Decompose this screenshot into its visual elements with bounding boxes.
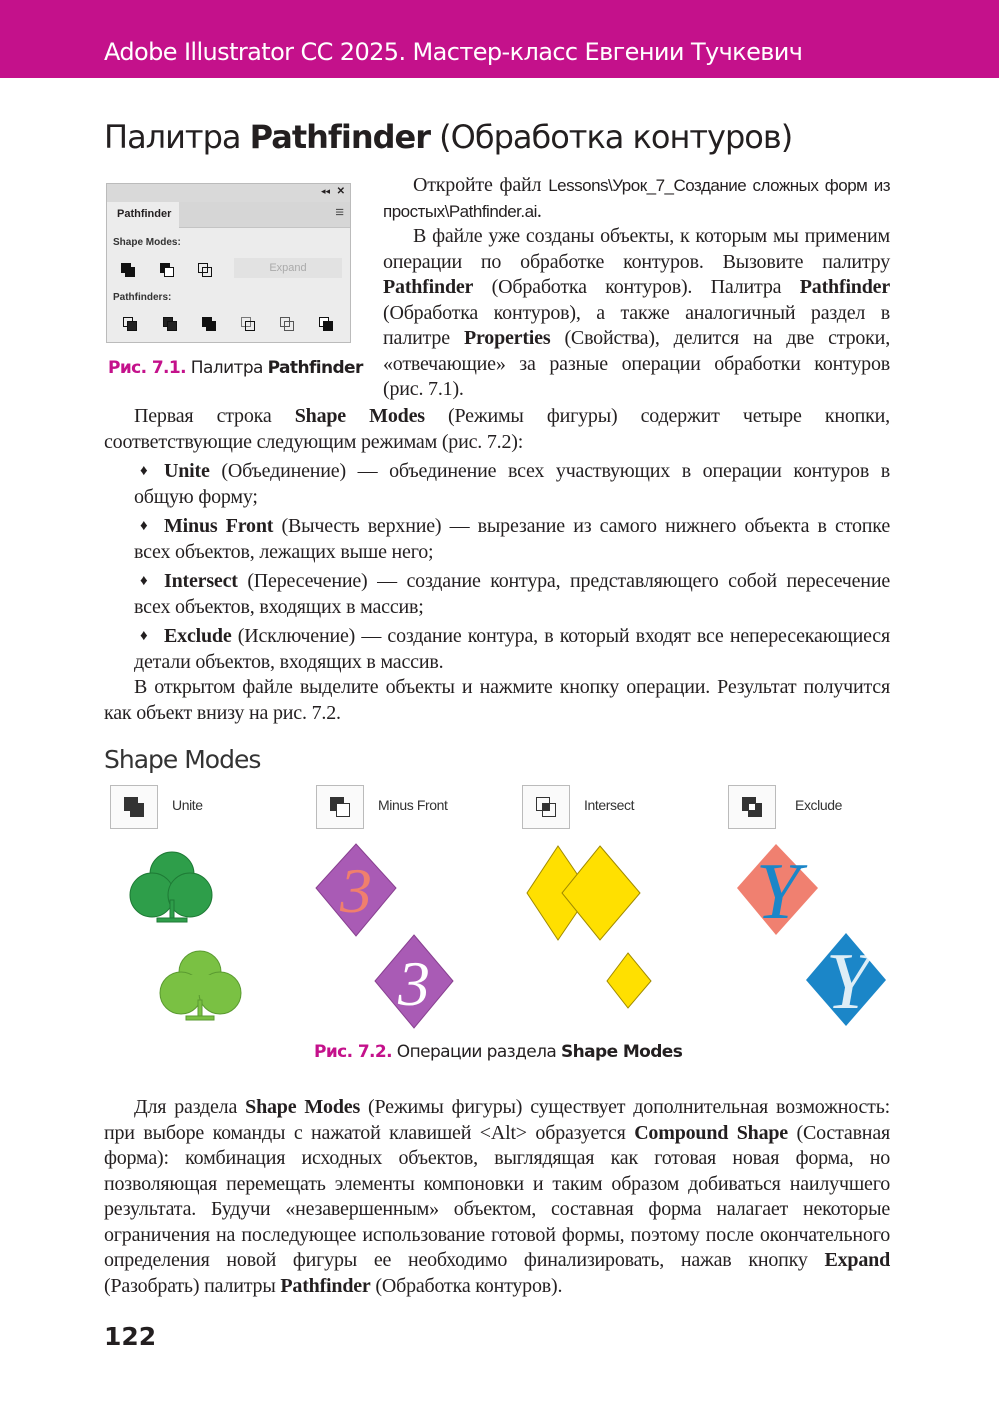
file-path: Lessons\Урок_7_Создание сложных форм из простых\Pathfinder.ai — [383, 176, 890, 221]
text-run: (Обработка контуров), а также аналогичный раздел в палитре — [383, 301, 890, 349]
figure-2-heading: Shape Modes — [104, 745, 261, 774]
bold-term: Properties — [463, 327, 551, 349]
minus-front-after-icon — [375, 935, 453, 1028]
exclude-after-icon — [806, 933, 886, 1026]
figure-2-caption — [314, 1042, 682, 1062]
expand-button: Expand — [234, 258, 342, 278]
glyph: 3 — [398, 948, 430, 1019]
final-text — [104, 1095, 890, 1299]
unite-after-club-icon — [160, 951, 241, 1020]
book-title: Adobe Illustrator CC 2025. Мастер-класс Евгении Тучкевич — [104, 38, 803, 66]
bold-term: Pathfinder — [280, 1274, 371, 1297]
title-bold: Pathfinder — [249, 118, 430, 156]
bold-term: Expand — [824, 1249, 890, 1271]
glyph: Y — [755, 848, 801, 936]
mode-label: Intersect — [584, 797, 635, 813]
text-run: (Режимы фигуры) существует дополнительная возможность: при выборе команды с нажатой клавишей <Alt> образуется — [104, 1096, 890, 1144]
intersect-before-icon — [527, 846, 640, 940]
text-run: (Обработка контуров). Палитра — [473, 276, 800, 298]
text-run: (Свойства), делится на две строки, «отвечающие» за разные операции обработки контуров (рис. 7.1). — [383, 327, 890, 400]
bold-term: Exclude — [164, 625, 232, 647]
text-run: Для раздела — [134, 1096, 246, 1118]
exclude-before-icon — [737, 844, 818, 936]
page-number: 122 — [104, 1322, 157, 1351]
text-run: (Исключение) — создание контура, в который входят все непересекающиеся детали объектов, входящих в массив. — [134, 625, 890, 673]
bold-term: Compound Shape — [634, 1121, 788, 1144]
text-run: (Обработка контуров). — [370, 1274, 563, 1297]
bold-term: Pathfinder — [383, 276, 474, 298]
caption-bold: Pathfinder — [267, 358, 363, 378]
caption-bold: Shape Modes — [561, 1042, 683, 1062]
glyph: 3 — [340, 855, 372, 926]
text-run: . — [536, 199, 542, 222]
caption-number: Рис. 7.2. — [314, 1042, 392, 1062]
close-icon: ✕ — [336, 186, 345, 197]
bold-term: Shape Modes — [294, 405, 425, 427]
text-run: Первая строка — [134, 405, 295, 427]
text-run: (Разобрать) палитры — [104, 1274, 281, 1297]
bold-term: Minus Front — [164, 515, 274, 537]
caption-number: Рис. 7.1. — [108, 358, 186, 378]
bold-term: Intersect — [164, 570, 238, 592]
text-run: (Режимы фигуры) содержит четыре кнопки, соответствующие следующим режимам (рис. 7.2): — [104, 405, 890, 453]
mode-label: Unite — [172, 797, 203, 813]
text-run: (Составная форма): комбинация исходных объектов, выглядящая как готовая новая форма, но позволяющая перемещать элементы компоновки и таким образом добиваться наилучшего результата. Будучи «незавершенным» объектом, составная форма налагает некоторые ограничения на последующее использование готовой формы, поэтому после окончательного определения новой фигуры ее необходимо финализировать, нажав кнопку — [104, 1121, 890, 1271]
title-post: (Обработка контуров) — [429, 118, 793, 156]
bold-term: Shape Modes — [245, 1096, 361, 1118]
minus-front-before-icon — [316, 844, 396, 936]
text-run: В файле уже созданы объекты, к которым мы применим операции по обработке контуров. Вызовите палитру — [383, 225, 890, 273]
text-run: (Пересечение) — создание контура, представляющего собой пересечение всех объектов, входящих в массив; — [134, 570, 890, 618]
intersect-after-icon — [607, 953, 651, 1008]
text-run: Откройте файл — [413, 174, 549, 196]
text-run: (Вычесть верхние) — вырезание из самого нижнего объекта в стопке всех объектов, лежащих выше него; — [134, 515, 890, 563]
glyph: Y — [825, 938, 871, 1026]
unite-before-club-icon — [130, 852, 212, 922]
pathfinders-label: Pathfinders: — [113, 292, 172, 303]
menu-icon: ≡ — [335, 204, 344, 221]
text-run: В открытом файле выделите объекты и нажмите кнопку операции. Результат получится как объект внизу на рис. 7.2. — [104, 676, 890, 724]
shape-modes-label: Shape Modes: — [113, 237, 181, 248]
panel-tab: Pathfinder — [107, 202, 179, 228]
caption-text: Палитра — [186, 358, 268, 378]
text-run: (Объединение) — объединение всех участвующих в операции контуров в общую форму; — [134, 460, 890, 508]
bold-term: Unite — [164, 460, 210, 482]
paragraph — [104, 1095, 890, 1299]
mode-label: Minus Front — [378, 797, 448, 813]
title-pre: Палитра — [104, 118, 250, 156]
bold-term: Pathfinder — [799, 276, 890, 298]
caption-text: Операции раздела — [392, 1042, 561, 1062]
mode-label: Exclude — [795, 797, 843, 813]
collapse-icon: ◂◂ — [320, 186, 330, 196]
